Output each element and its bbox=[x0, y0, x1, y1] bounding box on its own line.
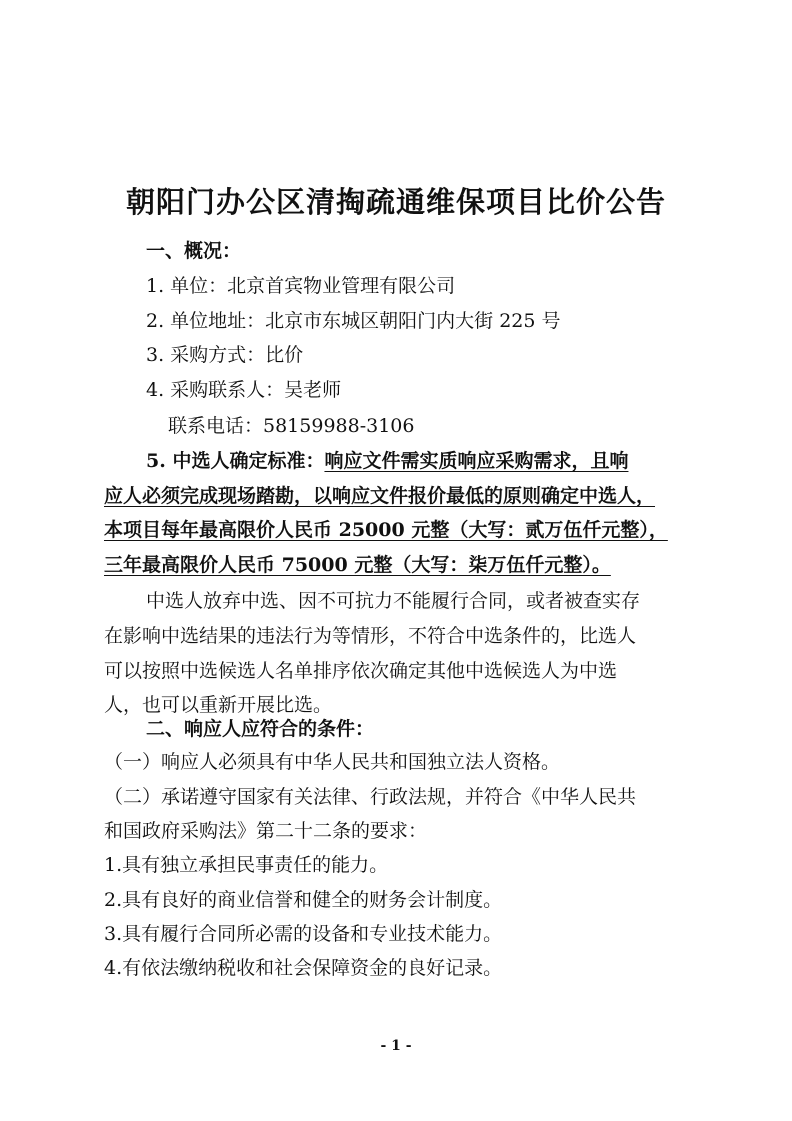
selection-criteria-text: 响应文件需实质响应采购需求，且响 bbox=[324, 450, 629, 472]
document-title: 朝阳门办公区清掏疏通维保项目比价公告 bbox=[125, 185, 666, 219]
selection-criteria-line-3: 本项目每年最高限价人民币 25000 元整（大写：贰万伍仟元整）， bbox=[104, 519, 668, 541]
overview-item-address: 2. 单位地址：北京市东城区朝阳门内大街 225 号 bbox=[146, 310, 561, 332]
paragraph-line-3: 可以按照中选候选人名单排序依次确定其他中选候选人为中选 bbox=[104, 660, 618, 682]
section-heading-overview: 一、概况： bbox=[146, 240, 242, 262]
condition-2-line-2: 和国政府采购法》第二十二条的要求： bbox=[104, 820, 428, 842]
overview-contact-phone: 联系电话：58159988-3106 bbox=[168, 415, 415, 437]
paragraph-line-1: 中选人放弃中选、因不可抗力不能履行合同，或者被查实存 bbox=[146, 590, 641, 612]
paragraph-line-4: 人，也可以重新开展比选。 bbox=[104, 694, 333, 716]
section-heading-conditions: 二、响应人应符合的条件： bbox=[146, 718, 375, 740]
requirement-2: 2.具有良好的商业信誉和健全的财务会计制度。 bbox=[104, 889, 503, 911]
requirement-1: 1.具有独立承担民事责任的能力。 bbox=[104, 854, 389, 876]
overview-item-unit: 1. 单位：北京首宾物业管理有限公司 bbox=[146, 275, 456, 297]
condition-1: （一）响应人必须具有中华人民共和国独立法人资格。 bbox=[104, 751, 561, 773]
requirement-4: 4.有依法缴纳税收和社会保障资金的良好记录。 bbox=[104, 957, 503, 979]
overview-item-contact: 4. 采购联系人：吴老师 bbox=[146, 379, 342, 401]
overview-item-method: 3. 采购方式：比价 bbox=[146, 344, 304, 366]
condition-2-line-1: （二）承诺遵守国家有关法律、行政法规，并符合《中华人民共 bbox=[104, 786, 637, 808]
requirement-3: 3.具有履行合同所必需的设备和专业技术能力。 bbox=[104, 923, 503, 945]
paragraph-line-2: 在影响中选结果的违法行为等情形，不符合中选条件的，比选人 bbox=[104, 625, 637, 647]
selection-criteria-label: 5. 中选人确定标准： bbox=[146, 450, 325, 472]
page-number: - 1 - bbox=[380, 1038, 412, 1054]
selection-criteria-line-1 bbox=[146, 444, 628, 478]
selection-criteria-line-4: 三年最高限价人民币 75000 元整（大写：柒万伍仟元整）。 bbox=[104, 554, 611, 576]
selection-criteria-line-2: 应人必须完成现场踏勘，以响应文件报价最低的原则确定中选人， bbox=[104, 485, 656, 507]
